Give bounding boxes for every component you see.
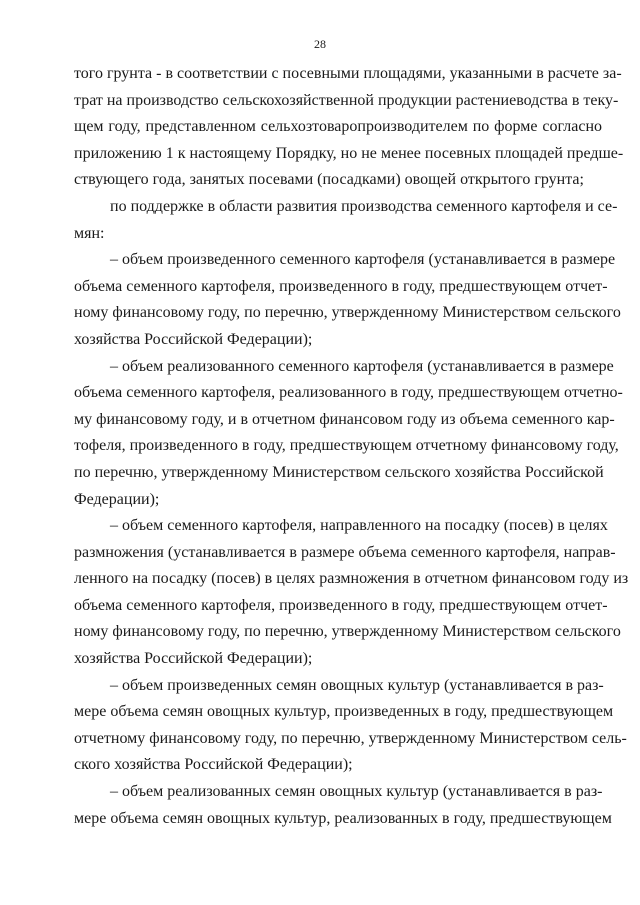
paragraph (74, 247, 621, 353)
text-line: – объем реализованного семенного картофеля (устанавливается в размере (110, 357, 614, 375)
text-line: – объем реализованных семян овощных культур (устанавливается в раз- (110, 783, 603, 801)
text-line: объема семенного картофеля, произведенного в году, предшествующем отчет- (74, 277, 608, 295)
text-line: му финансовому году, и в отчетном финансовом году из объема семенного кар- (74, 410, 615, 428)
paragraph (74, 513, 629, 673)
text-line: тофеля, произведенного в году, предшествующем отчетному финансовому году, (74, 437, 619, 455)
text-line: ленного на посадку (посев) в целях размножения в отчетном финансовом году из (74, 570, 629, 588)
text-line: – объем произведенных семян овощных культур (устанавливается в раз- (110, 676, 604, 694)
paragraph (74, 61, 624, 194)
text-line: щем году, представленном сельхозтоваропроизводителем по форме согласно (74, 118, 602, 136)
text-line: мян: (74, 224, 105, 242)
text-line: Федерации); (74, 490, 160, 508)
text-line: – объем произведенного семенного картофеля (устанавливается в размере (110, 251, 616, 269)
paragraph (74, 354, 623, 514)
text-line: ному финансовому году, по перечню, утвержденному Министерством сельского (74, 623, 621, 641)
text-line: мере объема семян овощных культур, произведенных в году, предшествующем (74, 703, 614, 721)
text-line: того грунта - в соответствии с посевными площадями, указанными в расчете за- (74, 65, 622, 82)
text-line: мере объема семян овощных культур, реализованных в году, предшествующем (74, 809, 612, 827)
text-line: ского хозяйства Российской Федерации); (74, 756, 353, 774)
paragraph (74, 779, 612, 832)
text-line: приложению 1 к настоящему Порядку, но не менее посевных площадей предше- (74, 144, 624, 162)
document-body (74, 61, 629, 832)
text-line: размножения (устанавливается в размере объема семенного картофеля, направ- (74, 543, 616, 561)
paragraph (74, 194, 618, 247)
text-line: по перечню, утвержденному Министерством сельского хозяйства Российской (74, 463, 604, 481)
text-line: ствующего года, занятых посевами (посадками) овощей открытого грунта; (74, 171, 584, 189)
page-number: 28 (314, 37, 326, 51)
text-line: – объем семенного картофеля, направленного на посадку (посев) в целях (110, 517, 608, 535)
text-line: отчетному финансовому году, по перечню, утвержденному Министерством сель- (74, 729, 627, 747)
text-line: по поддержке в области развития производства семенного картофеля и се- (110, 197, 618, 215)
text-line: ному финансовому году, по перечню, утвержденному Министерством сельского (74, 304, 621, 322)
text-line: хозяйства Российской Федерации); (74, 330, 313, 348)
paragraph (74, 673, 627, 779)
text-line: объема семенного картофеля, произведенного в году, предшествующем отчет- (74, 596, 608, 614)
text-line: объема семенного картофеля, реализованного в году, предшествующем отчетно- (74, 384, 623, 402)
text-line: хозяйства Российской Федерации); (74, 650, 313, 668)
text-line: трат на производство сельскохозяйственной продукции растениеводства в теку- (74, 91, 619, 109)
